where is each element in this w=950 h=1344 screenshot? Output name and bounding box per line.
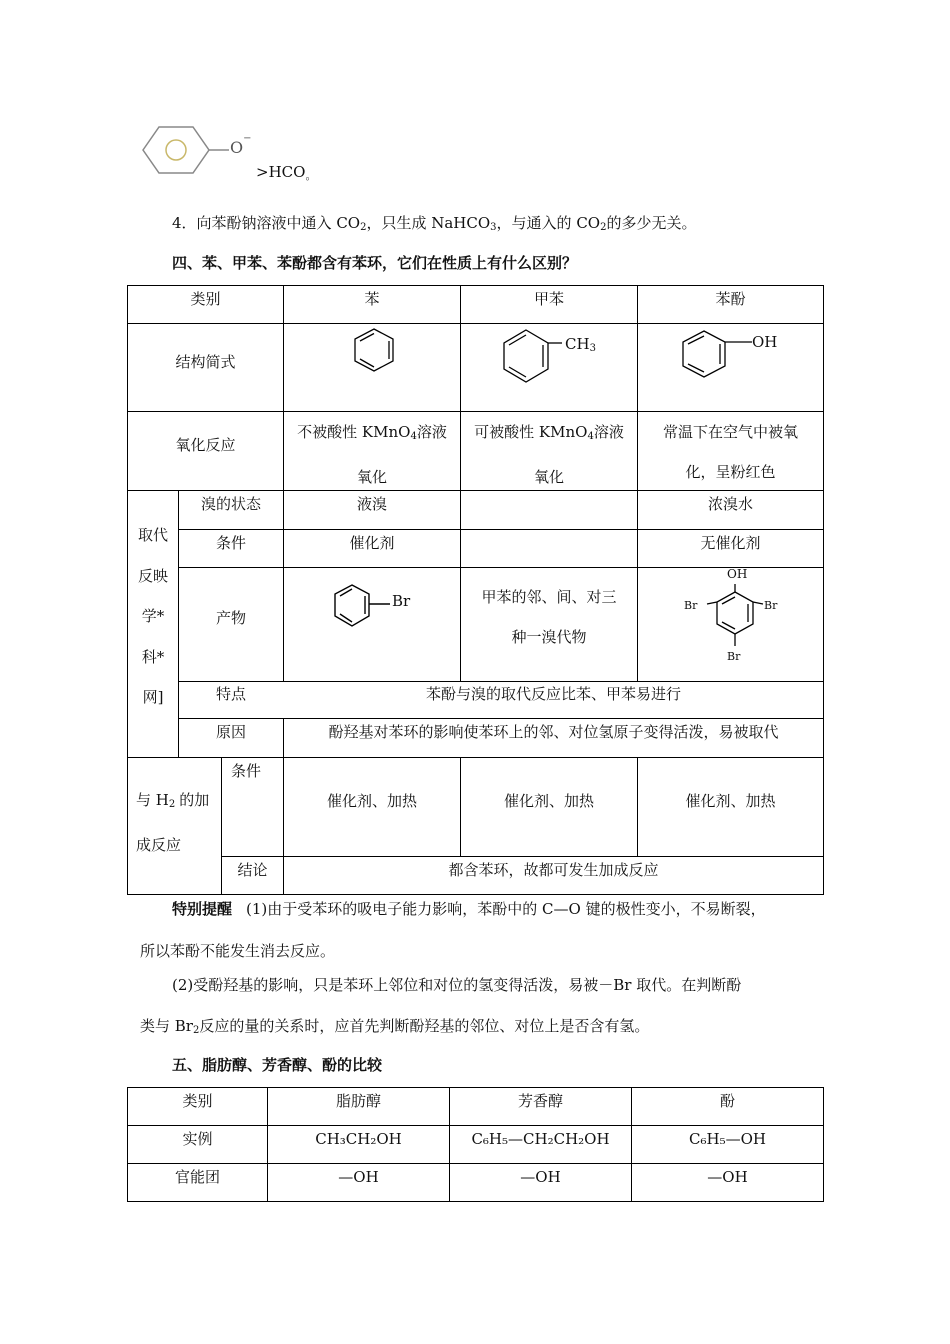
t2-header-category: 类别 [182, 1091, 213, 1110]
t2-header-aliphatic: 脂肪醇 [335, 1091, 381, 1110]
header-toluene: 甲苯 [533, 289, 564, 308]
row-bromine-state-label: 溴的状态 [200, 494, 261, 513]
row-oxidation-label: 氧化反应 [175, 435, 236, 454]
reminder-paragraph-2a: (2)受酚羟基的影响，只是苯环上邻位和对位的氢变得活泼，易被－Br 取代。在判断酚 [172, 976, 742, 994]
header-category: 类别 [190, 289, 221, 308]
row-product-label: 产物 [215, 609, 246, 627]
tribromophenol-br-right: Br [764, 599, 778, 612]
toluene-structure [500, 328, 560, 386]
condition-benzene: 催化剂 [349, 533, 395, 552]
row-reason-label: 原因 [215, 723, 246, 741]
t2-header-phenol: 酚 [719, 1091, 735, 1110]
t2-row-example-label: 实例 [182, 1129, 213, 1148]
t2-example-aliphatic: CH₃CH₂OH [315, 1129, 402, 1148]
point-4-text: 4．向苯酚钠溶液中通入 $CO_2$，只生成 NaHCO$_3$，与通入的 $CO_2$的多少无关。 [172, 214, 697, 233]
header-phenol: 苯酚 [715, 289, 746, 308]
reminder-paragraph-1a: 特别提醒 (1)由于受苯环的吸电子能力影响，苯酚中的 C—O 键的极性变小，不易断裂， [172, 900, 766, 918]
section-5-heading: 五、脂肪醇、芳香醇、酚的比较 [172, 1056, 383, 1074]
toluene-ch3-label: $CH_3$ [565, 335, 596, 354]
phenoxide-oxygen: O− [230, 132, 252, 157]
addition-condition-toluene: 催化剂、加热 [503, 792, 594, 810]
addition-condition-label: 条件 [231, 762, 262, 780]
oxidation-phenol: 常温下在空气中被氧 化，呈粉红色 [662, 423, 798, 481]
row-structure-label: 结构简式 [175, 353, 236, 371]
t2-group-aliphatic: —OH [338, 1167, 379, 1186]
addition-condition-benzene: 催化剂、加热 [326, 792, 417, 810]
oxidation-benzene: 不被酸性 KMnO$_4$溶液 氧化 [297, 423, 447, 486]
reminder-paragraph-1b: 所以苯酚不能发生消去反应。 [140, 942, 336, 960]
header-benzene: 苯 [364, 289, 380, 308]
phenol-oh-label: OH [752, 333, 778, 351]
addition-conclusion-label: 结论 [237, 860, 268, 879]
bromine-state-benzene: 液溴 [356, 494, 387, 513]
tribromophenol-br-left: Br [684, 599, 698, 612]
feature-text: 苯酚与溴的取代反应比苯、甲苯易进行 [425, 685, 681, 703]
hco-line: $>HCO_。$ [256, 163, 317, 182]
product-toluene: 甲苯的邻、间、对三 种一溴代物 [481, 588, 617, 646]
bromobenzene-br-label: Br [392, 592, 411, 610]
phenol-structure [680, 329, 752, 379]
bromine-state-phenol: 浓溴水 [707, 494, 753, 513]
tribromophenol-structure [700, 582, 770, 656]
addition-condition-phenol: 催化剂、加热 [685, 792, 776, 810]
tribromophenol-br-bottom: Br [727, 650, 741, 663]
reason-text: 酚羟基对苯环的影响使苯环上的邻、对位氢原子变得活泼，易被取代 [328, 723, 779, 741]
oxidation-toluene: 可被酸性 KMnO$_4$溶液 氧化 [474, 423, 624, 486]
substitution-group-label: 取代 反映 学* 科* 网] [137, 526, 168, 706]
t2-example-aromatic: C₆H₅—CH₂CH₂OH [471, 1129, 610, 1148]
section-4-heading: 四、苯、甲苯、苯酚都含有苯环，它们在性质上有什么区别？ [172, 254, 578, 272]
reminder-paragraph-2b: 类与 $Br_2$反应的量的关系时，应首先判断酚羟基的邻位、对位上是否含有氢。 [140, 1017, 650, 1036]
t2-header-aromatic: 芳香醇 [517, 1091, 563, 1110]
row-feature-label: 特点 [215, 685, 246, 703]
row-condition-label: 条件 [215, 533, 246, 552]
condition-phenol: 无催化剂 [700, 533, 761, 552]
bromobenzene-structure [332, 582, 392, 632]
addition-group-label: 与 $H_2$ 的加 成反应 [136, 791, 210, 854]
tribromophenol-oh: OH [727, 567, 748, 581]
t2-group-aromatic: —OH [520, 1167, 561, 1186]
benzene-structure [352, 327, 396, 373]
t2-example-phenol: C₆H₅—OH [689, 1129, 766, 1148]
t2-row-group-label: 官能团 [174, 1167, 220, 1186]
t2-group-phenol: —OH [707, 1167, 748, 1186]
addition-conclusion-text: 都含苯环，故都可发生加成反应 [448, 860, 659, 879]
reminder-label: 特别提醒 [172, 900, 233, 918]
